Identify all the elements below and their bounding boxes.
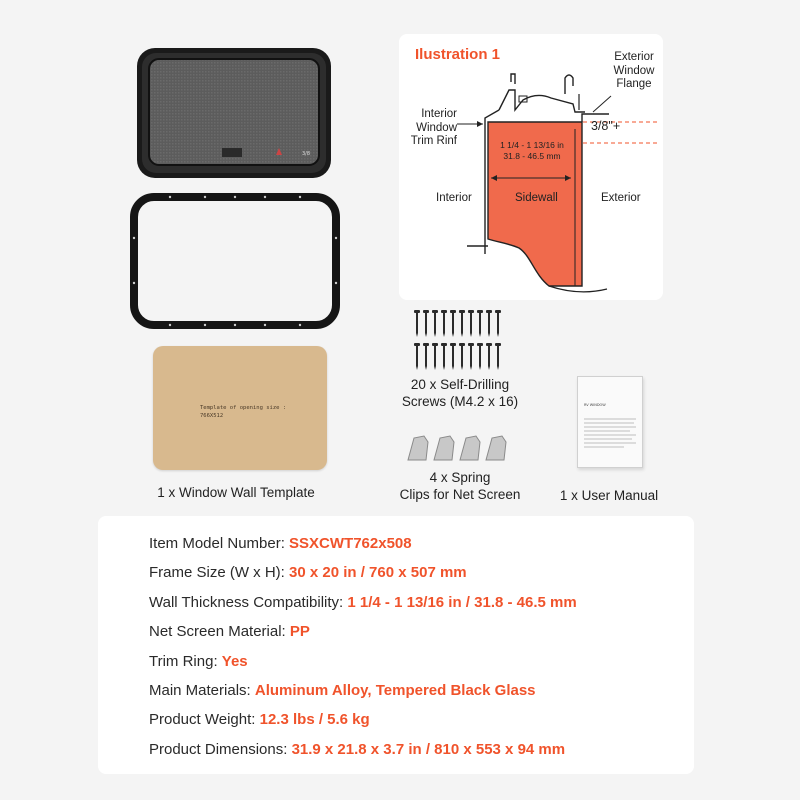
window-size-label: 3/8 (302, 151, 311, 157)
thickness-range-label: 1 1/4 - 1 13/16 in 31.8 - 46.5 mm (500, 140, 564, 161)
interior-label: Interior (436, 192, 472, 204)
user-manual-image (577, 376, 643, 468)
interior-trim-label: Interior Window Trim Rinf (410, 108, 457, 147)
template-text: Template of opening size : 766X512 (200, 405, 287, 419)
spec-row-model: Item Model Number: SSXCWT762x508 (149, 535, 412, 552)
rv-window-image (136, 47, 332, 179)
screws-image (410, 308, 508, 372)
illustration-title: Ilustration 1 (415, 46, 501, 63)
template-caption: 1 x Window Wall Template (157, 485, 315, 500)
exterior-flange-label: Exterior Window Flange (613, 51, 655, 90)
window-wall-template (153, 346, 327, 470)
manual-caption: 1 x User Manual (559, 488, 659, 503)
spring-clips-image (404, 432, 514, 466)
clips-caption: 4 x Spring Clips for Net Screen (399, 470, 521, 502)
sidewall-label: Sidewall (515, 192, 558, 204)
screws-caption: 20 x Self-Drilling Screws (M4.2 x 16) (401, 377, 519, 409)
illustration-card (399, 34, 663, 300)
specifications-card (98, 516, 694, 774)
spec-row-wall-thickness: Wall Thickness Compatibility: 1 1/4 - 1 13/16 in / 31.8 - 46.5 mm (149, 594, 577, 611)
spec-row-net-screen: Net Screen Material: PP (149, 623, 310, 640)
manual-cover-title: RV WINDOW (584, 403, 606, 407)
trim-ring-image (130, 193, 340, 329)
spec-row-trim-ring: Trim Ring: Yes (149, 653, 248, 670)
manual-text-lines (584, 417, 636, 455)
exterior-label: Exterior (601, 192, 641, 204)
spec-row-weight: Product Weight: 12.3 lbs / 5.6 kg (149, 711, 370, 728)
spec-row-frame-size: Frame Size (W x H): 30 x 20 in / 760 x 507 mm (149, 564, 467, 581)
spec-row-dimensions: Product Dimensions: 31.9 x 21.8 x 3.7 in / 810 x 553 x 94 mm (149, 741, 566, 758)
spec-row-materials: Main Materials: Aluminum Alloy, Tempered Black Glass (149, 682, 536, 699)
offset-label: 3/8"+ (591, 119, 621, 133)
